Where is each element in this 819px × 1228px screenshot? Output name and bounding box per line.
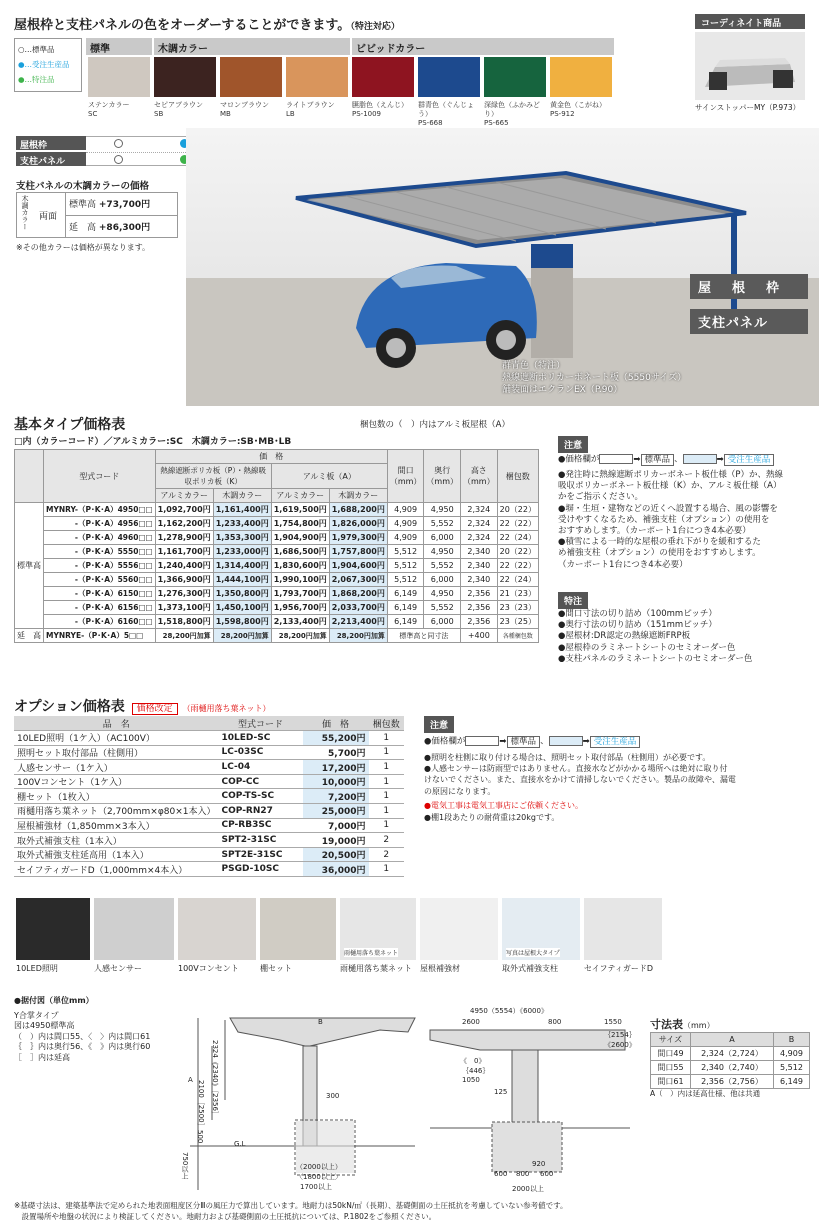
dim-600a: 600: [494, 1170, 508, 1178]
table-row: 間口49 2,324（2,724） 4,909: [651, 1047, 810, 1061]
note-line: ●屋根枠のラミネートシートのセミオーダー色: [558, 642, 736, 653]
table-row: 人感センサー（1ケ入） LC-04 17,200円 1: [14, 760, 404, 775]
table-row: -（P･K･A）6160□□ 1,518,800円 1,598,800円 2,133,400円 2,213,400円 6,149 6,000 2,356 23（25）: [15, 615, 539, 629]
wood-title: 支柱パネルの木調カラーの価格: [16, 181, 150, 192]
table-row: -（P･K･A）6156□□ 1,373,100円 1,450,100円 1,956,700円 2,033,700円 6,149 5,552 2,356 23（23）: [15, 601, 539, 615]
note-line: め補強支柱（オプション）の使用をおすすめします。: [558, 548, 761, 559]
table-row: セイフティガードD（1,000mm×4本入） PSGD-10SC 36,000円 1: [14, 862, 404, 877]
color-swatch-label: 臙脂色（えんじ） PS-1009: [352, 101, 408, 118]
note-line: 受けやすくなるため、補強支柱（オプション）の使用を: [558, 514, 770, 525]
wood-std: 標準高 +73,700円: [69, 200, 151, 210]
dim-2154: ｛2154｝: [604, 1031, 636, 1039]
note-line: ●間口寸法の切り詰め（100mmピッチ）: [558, 609, 717, 619]
table-row: 棚セット（1枚入） COP-TS-SC 7,200円 1: [14, 789, 404, 804]
option-photo: [260, 898, 336, 960]
th-code: 型式コード: [44, 450, 156, 503]
th-opt-name: 品 名: [14, 716, 219, 731]
dim-0: 《 0》: [460, 1057, 486, 1065]
legend-standard: ○…標準品: [18, 45, 55, 54]
th-alum: アルミ板（A）: [271, 464, 387, 489]
color-swatch: [550, 57, 612, 97]
note-line: ●塀・生垣・建物などの近くへ設置する場合、風の影響を: [558, 503, 778, 514]
color-swatch: [484, 57, 546, 97]
row-label-roof: 屋根枠: [16, 136, 86, 150]
row-label-panel: 支柱パネル: [16, 152, 86, 166]
note1-title: 注意: [558, 436, 588, 453]
th-opt-pack: 梱包数: [369, 716, 405, 731]
footnote: ※基礎寸法は、建築基準法で定められた地表面粗度区分Ⅲの風圧力で算出しています。地耐力は50kN/㎡（長期）、基礎側面の土圧抵抗を考慮していない参考値です。 設置場所や地盤の状況により検証してください。地耐力および基礎側面の土圧抵抗については、P.1802をご参照ください。: [14, 1201, 568, 1221]
legend-order: ●…受注生産品: [18, 60, 70, 69]
group-std: 標準高: [15, 503, 44, 629]
coord-photo: [695, 32, 805, 100]
note-line: ●積雪による一時的な屋根の垂れ下がりを緩和するた: [558, 537, 761, 548]
th-depth: 奥行（mm）: [424, 450, 461, 503]
option-photo: [420, 898, 498, 960]
availability-mark: [114, 139, 123, 148]
option-photo-label: 屋根補強材: [420, 964, 460, 973]
table-row: 100Vコンセント（1ケ入） COP-CC 10,000円 1: [14, 774, 404, 789]
group-standard: 標準: [86, 38, 152, 55]
note2-legend: ●価格欄が ➡ 標準品 、 ➡ 受注生産品: [424, 736, 640, 748]
note2-lines: [424, 752, 814, 797]
legend-box: [14, 38, 82, 92]
note-line: かをご指示ください。: [558, 492, 644, 503]
note-line: ●支柱パネルのラミネートシートのセミオーダー色: [558, 653, 753, 664]
dim-300: 300: [326, 1092, 340, 1100]
dim-800b: 800: [516, 1170, 530, 1178]
table-row: 10LED照明（1ケ入）（AC100V） 10LED-SC 55,200円 1: [14, 731, 404, 746]
color-swatch-label: 群青色（ぐんじょう） PS-668: [418, 101, 474, 127]
th-poly: 熱線遮断ポリカ板（P）・熱線吸収ポリカ板（K）: [155, 464, 271, 489]
option-photo-label: 10LED照明: [16, 964, 58, 973]
dim-2600b: 《2600》: [604, 1041, 636, 1049]
color-swatch-label: ライトブラウン LB: [286, 101, 335, 118]
note2-last: ●棚1段あたりの耐荷重は20kgです。: [424, 813, 560, 822]
dim-2324: 2324《2340》［2356］: [211, 1040, 219, 1118]
color-swatch-label: マロンブラウン MB: [220, 101, 269, 118]
availability-mark: [114, 155, 123, 164]
th-wood-color-1: 木調カラー: [213, 489, 271, 503]
table-row: 雨樋用落ち葉ネット（2,700mm×φ80×1本入） COP-RN27 25,000円 1: [14, 804, 404, 819]
dims-title: 寸法表（mm）: [650, 1018, 715, 1031]
th-wood-color-2: 木調カラー: [329, 489, 387, 503]
table-row: -（P･K･A）4960□□ 1,278,900円 1,353,300円 1,904,900円 1,979,300円 4,909 6,000 2,324 22（24）: [15, 531, 539, 545]
option-photo-label: 棚セット: [260, 964, 292, 973]
color-swatch-label: 深緑色（ふかみどり） PS-665: [484, 101, 540, 127]
option-title: オプション価格表 価格改定 （雨樋用落ち葉ネット）: [14, 699, 271, 715]
dim-top: 4950（5554）《6000》: [470, 1007, 548, 1015]
note-line: ●発注時に熱線遮断ポリカーボネート板仕様（P）か、熱線: [558, 470, 783, 480]
wood-price-box: [16, 192, 178, 238]
photo-caption: 群青色（特注） 熱線遮断ポリカーボネート板（5550サイズ） 舗装面はエクランEX（P.90）: [502, 361, 687, 395]
dim-gl: G.L: [234, 1140, 246, 1148]
table-row: 照明セット取付部品（柱側用） LC-03SC 5,700円 1: [14, 745, 404, 760]
dims-note: A（ ）内は延高仕様、他は共通: [650, 1089, 761, 1098]
wood-ext: 延 高 +86,300円: [69, 223, 151, 233]
note1-legend: ●価格欄が ➡ 標準品 、 ➡ 受注生産品: [558, 454, 774, 466]
table-row: -（P･K･A）5550□□ 1,161,700円 1,233,000円 1,686,500円 1,757,800円 5,512 4,950 2,340 20（22）: [15, 545, 539, 559]
table-row: 間口55 2,340（2,740） 5,512: [651, 1061, 810, 1075]
color-swatch-label: セピアブラウン SB: [154, 101, 203, 118]
table-row: -（P･K･A）4956□□ 1,162,200円 1,233,400円 1,754,800円 1,826,000円 4,909 5,552 2,324 22（22）: [15, 517, 539, 531]
note-line: 吸収ポリカーボネート板仕様（K）か、アルミ板仕様（A）: [558, 481, 782, 492]
table-row: 標準高 MYNRY-（P･K･A）4950□□ 1,092,700円 1,161,400円 1,619,500円 1,688,200円 4,909 4,950 2,324 20（22）: [15, 503, 539, 517]
color-swatch: [154, 57, 216, 97]
option-photo: [584, 898, 662, 960]
color-swatch: [418, 57, 480, 97]
group-wood: 木調カラー: [154, 38, 350, 55]
dim-a: A: [188, 1076, 193, 1084]
dim-800: 800: [548, 1018, 562, 1026]
th-opt-price: 価 格: [303, 716, 369, 731]
note2-red: ●電気工事は電気工事店にご依頼ください。: [424, 801, 583, 810]
callout-roof-frame: 屋 根 枠: [690, 274, 808, 299]
color-swatch: [352, 57, 414, 97]
dim-446: ｛446｝: [462, 1067, 490, 1075]
note-line: の原因になります。: [424, 786, 496, 796]
th-width: 間口（mm）: [387, 450, 424, 503]
note-line: ●屋根材:DR認定の熱線遮断FRP板: [558, 631, 691, 642]
table-row: 取外式補強支柱延高用（1本入） SPT2E-31SC 20,500円 2: [14, 847, 404, 862]
option-photo: [16, 898, 90, 960]
special-lines: [558, 609, 810, 665]
option-price-table: [14, 716, 404, 877]
callout-post-panel: 支柱パネル: [690, 309, 808, 334]
sign-stopper-image: [695, 32, 805, 100]
dim-600b: 600: [540, 1170, 554, 1178]
option-photo-label: 取外式補強支柱: [502, 964, 558, 973]
basic-subtitle: □内（カラーコード）／アルミカラー:SC 木調カラー:SB･MB･LB: [14, 437, 292, 447]
table-row: -（P･K･A）5560□□ 1,366,900円 1,444,100円 1,990,100円 2,067,300円 5,512 6,000 2,340 22（24）: [15, 573, 539, 587]
basic-price-table: [14, 449, 539, 643]
option-photo-label: 雨樋用落ち葉ネット: [340, 964, 412, 973]
note-line: ●照明を柱側に取り付ける場合は、照明セット取付部品（柱側用）が必要です。: [424, 753, 711, 762]
th-opt-code: 型式コード: [219, 716, 303, 731]
option-photo-label: 100Vコンセント: [178, 964, 239, 973]
group-vivid: ビビッドカラー: [352, 38, 614, 55]
legend-special: ●…特注品: [18, 75, 55, 84]
dim-125: 125: [494, 1088, 508, 1096]
note-line: ●人感センサーは防雨型ではありません。直接水などがかかる場所へは絶対に取り付: [424, 764, 728, 774]
th-height: 高さ（mm）: [461, 450, 498, 503]
front-elevation: [150, 1010, 420, 1195]
basic-pack-note: 梱包数の（ ）内はアルミ板屋根（A）: [360, 420, 510, 430]
table-row-ext: 延 高 MYNRYE-（P･K･A）5□□ 28,200円加算 28,200円加算 28,200円加算 28,200円加算 標準高と同寸法 +400 各種梱包数: [15, 629, 539, 643]
th-alu-color-1: アルミカラー: [155, 489, 213, 503]
photo-tag: 写真は屋根大タイプ: [506, 950, 560, 957]
dim-920: 920: [532, 1160, 546, 1168]
option-photo-label: 人感センサー: [94, 964, 142, 973]
note1-lines: [558, 470, 810, 571]
th-pack: 梱包数: [497, 450, 538, 503]
coord-caption: サインストッパーMY（P.973）: [695, 103, 801, 112]
dim-1700: 1700以上: [300, 1183, 332, 1191]
note-line: （カーポート1台につき4本必要）: [558, 559, 688, 570]
table-row: -（P･K･A）5556□□ 1,240,400円 1,314,400円 1,830,600円 1,904,600円 5,512 5,552 2,340 22（22）: [15, 559, 539, 573]
color-swatch-label: ステンカラー SC: [88, 101, 130, 118]
dim-2000b: 2000以上: [512, 1185, 544, 1193]
dim-750: 750以上: [181, 1152, 189, 1180]
revised-badge: 価格改定: [132, 703, 178, 715]
note-line: けないでください。また、直接水をかけて清掃しないでください。製品の故障や、漏電: [424, 775, 736, 785]
table-row: -（P･K･A）6150□□ 1,276,300円 1,350,800円 1,793,700円 1,868,200円 6,149 4,950 2,356 21（23）: [15, 587, 539, 601]
coord-title: コーディネイト商品: [695, 14, 805, 29]
special-title: 特注: [558, 592, 588, 609]
th-price: 価 格: [155, 450, 387, 464]
dim-1800: 〈1800以上〉: [296, 1173, 342, 1181]
dim-2600: 2600: [462, 1018, 480, 1026]
dim-b: B: [318, 1018, 323, 1026]
color-swatch: [286, 57, 348, 97]
dim-2100: 2100［2500］: [197, 1080, 205, 1130]
dim-2000: （2000以上）: [296, 1163, 342, 1171]
dims-table: サイズ A B 間口49 2,324（2,724） 4,909 間口55 2,340（2,740） 5,512 間口61 2,356（2,756） 6,149: [650, 1032, 810, 1089]
basic-title: 基本タイプ価格表: [14, 417, 126, 433]
wood-both: 両面: [39, 212, 58, 222]
wood-side-label: 木調カラー: [21, 195, 29, 230]
dim-500: 500: [196, 1130, 204, 1144]
wood-note: ※その他カラーは価格が異なります。: [16, 243, 151, 252]
color-swatch: [220, 57, 282, 97]
option-photo: [178, 898, 256, 960]
th-alu-color-2: アルミカラー: [271, 489, 329, 503]
dim-1050: 1050: [462, 1076, 480, 1084]
note2-title: 注意: [424, 716, 454, 733]
page-title: 屋根枠と支柱パネルの色をオーダーすることができます。（特注対応）: [14, 18, 400, 33]
photo-tag: 雨樋用落ち葉ネット: [344, 950, 399, 957]
note-line: ●奥行寸法の切り詰め（151mmピッチ）: [558, 620, 717, 631]
color-swatch: [88, 57, 150, 97]
table-row: 屋根補強材（1,850mm×3本入） CP-RB3SC 7,000円 1: [14, 818, 404, 833]
option-photo: [94, 898, 174, 960]
table-row: 取外式補強支柱（1本入） SPT2-31SC 19,000円 2: [14, 833, 404, 848]
option-photo-label: セイフティガードD: [584, 964, 654, 973]
note-line: おすすめします。（カーポート1台につき4本必要）: [558, 526, 751, 537]
color-swatch-label: 黄金色（こがね） PS-912: [550, 101, 606, 118]
dim-1550: 1550: [604, 1018, 622, 1026]
drawing-notes: ●据付図（単位mm） Y合掌タイプ 図は4950標準高 （ ）内は間口55、〈 〉内は間口61 ｛ ｝内は奥行56、《 》内は奥行60 ［ ］内は延高: [14, 996, 151, 1062]
table-row: 間口61 2,356（2,756） 6,149: [651, 1075, 810, 1089]
